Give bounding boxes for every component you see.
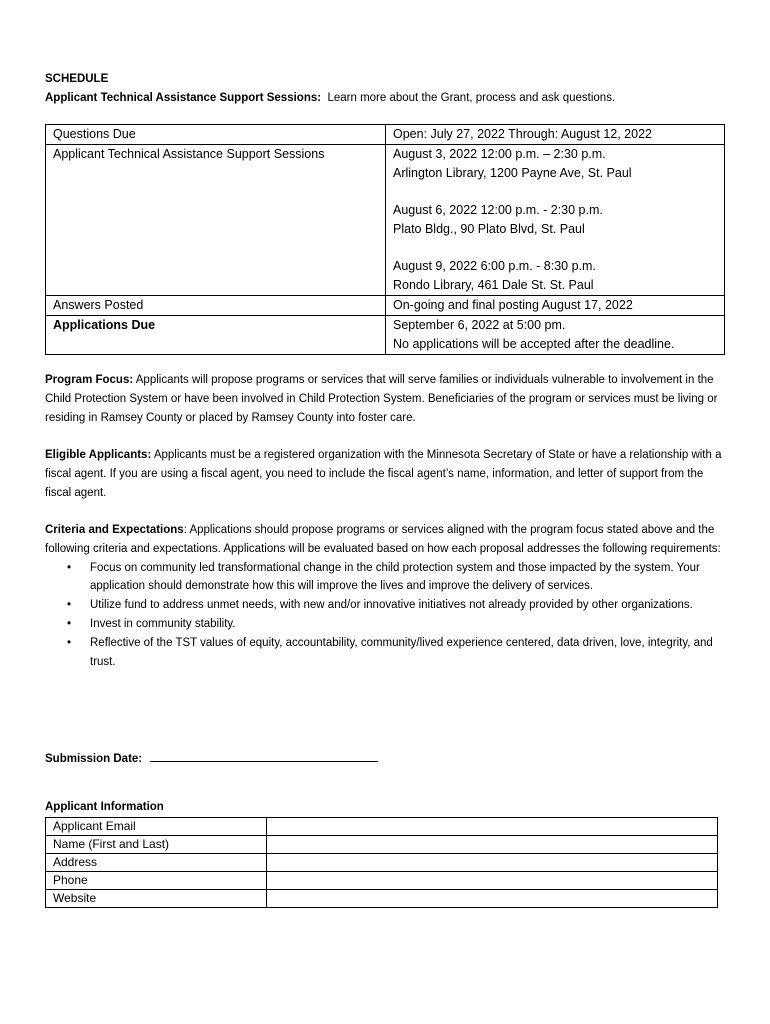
applications-due-note: No applications will be accepted after the deadline.	[393, 337, 675, 351]
table-row	[46, 854, 718, 872]
session-2-place: Plato Bldg., 90 Plato Blvd, St. Paul	[393, 222, 585, 236]
website-label: Website	[46, 890, 267, 908]
list-item	[67, 596, 725, 615]
sessions-label: Applicant Technical Assistance Support Sessions	[46, 145, 386, 296]
submission-date-label: Submission Date:	[45, 753, 143, 765]
eligible-applicants-text: Applicants must be a registered organization with the Minnesota Secretary of State or have a relationship with a fiscal agent. If you are using a fiscal agent, you need to include the fiscal agent’s name, information, and letter of support from the fiscal agent.	[45, 449, 722, 499]
website-field[interactable]	[267, 890, 718, 908]
bullet-icon: •	[67, 599, 72, 612]
session-1-date: August 3, 2022 12:00 p.m. – 2:30 p.m.	[393, 147, 606, 161]
table-row	[46, 145, 725, 296]
list-item	[67, 634, 725, 672]
eligible-applicants-paragraph	[45, 446, 725, 502]
program-focus-label: Program Focus:	[45, 374, 134, 386]
requirements-list	[45, 559, 725, 672]
table-row	[46, 836, 718, 854]
applications-due-label: Applications Due	[46, 316, 386, 355]
phone-label: Phone	[46, 872, 267, 890]
session-2-date: August 6, 2022 12:00 p.m. - 2:30 p.m.	[393, 203, 603, 217]
answers-posted-label: Answers Posted	[46, 296, 386, 316]
phone-field[interactable]	[267, 872, 718, 890]
list-item	[67, 559, 725, 597]
name-label: Name (First and Last)	[46, 836, 267, 854]
criteria-paragraph	[45, 521, 725, 671]
applicant-email-field[interactable]	[267, 818, 718, 836]
session-3-date: August 9, 2022 6:00 p.m. - 8:30 p.m.	[393, 259, 596, 273]
schedule-subtitle-bold: Applicant Technical Assistance Support Sessions:	[45, 92, 322, 104]
session-3-place: Rondo Library, 461 Dale St. St. Paul	[393, 278, 594, 292]
sessions-value	[386, 145, 725, 296]
table-row	[46, 316, 725, 355]
schedule-subtitle-text: Learn more about the Grant, process and ask questions.	[327, 92, 616, 104]
schedule-table	[45, 124, 725, 355]
applicant-email-label: Applicant Email	[46, 818, 267, 836]
requirement-text: Utilize fund to address unmet needs, with new and/or innovative initiatives not already provided by other organizations.	[90, 599, 693, 612]
schedule-subtitle	[45, 92, 615, 104]
bullet-icon: •	[67, 636, 72, 649]
address-field[interactable]	[267, 854, 718, 872]
list-item	[67, 615, 725, 634]
submission-date	[45, 749, 378, 765]
table-row	[46, 890, 718, 908]
criteria-text: : Applications should propose programs or services aligned with the program focus stated above and the following criteria and expectations. Applications will be evaluated based on how each proposal addresses the following requirements:	[45, 524, 721, 555]
bullet-icon: •	[67, 617, 72, 630]
questions-due-label: Questions Due	[46, 125, 386, 145]
applicant-info-table	[45, 817, 718, 908]
requirement-text: Focus on community led transformational change in the child protection system and those impacted by the system. Your application should demonstrate how this will improve the lives and improve the delivery of services.	[90, 561, 700, 593]
table-row	[46, 296, 725, 316]
questions-due-value: Open: July 27, 2022 Through: August 12, 2022	[386, 125, 725, 145]
bullet-icon: •	[67, 561, 72, 574]
table-row	[46, 872, 718, 890]
requirement-text: Invest in community stability.	[90, 617, 236, 630]
table-row	[46, 125, 725, 145]
eligible-applicants-label: Eligible Applicants:	[45, 449, 152, 461]
program-focus-paragraph	[45, 371, 725, 427]
applications-due-date: September 6, 2022 at 5:00 pm.	[393, 318, 566, 332]
criteria-label: Criteria and Expectations	[45, 524, 184, 536]
schedule-heading: SCHEDULE	[45, 73, 109, 85]
name-field[interactable]	[267, 836, 718, 854]
answers-posted-value: On-going and final posting August 17, 2022	[386, 296, 725, 316]
requirement-text: Reflective of the TST values of equity, accountability, community/lived experience centered, data driven, love, integrity, and trust.	[90, 636, 713, 668]
applications-due-value	[386, 316, 725, 355]
session-1-place: Arlington Library, 1200 Payne Ave, St. Paul	[393, 166, 632, 180]
table-row	[46, 818, 718, 836]
address-label: Address	[46, 854, 267, 872]
submission-date-field[interactable]	[150, 749, 378, 762]
applicant-info-heading: Applicant Information	[45, 801, 164, 813]
program-focus-text: Applicants will propose programs or services that will serve families or individuals vulnerable to involvement in the Child Protection System or have been involved in Child Protection System. Beneficiaries of the program or services must be living or residing in Ramsey County or placed by Ramsey County into foster care.	[45, 374, 718, 424]
